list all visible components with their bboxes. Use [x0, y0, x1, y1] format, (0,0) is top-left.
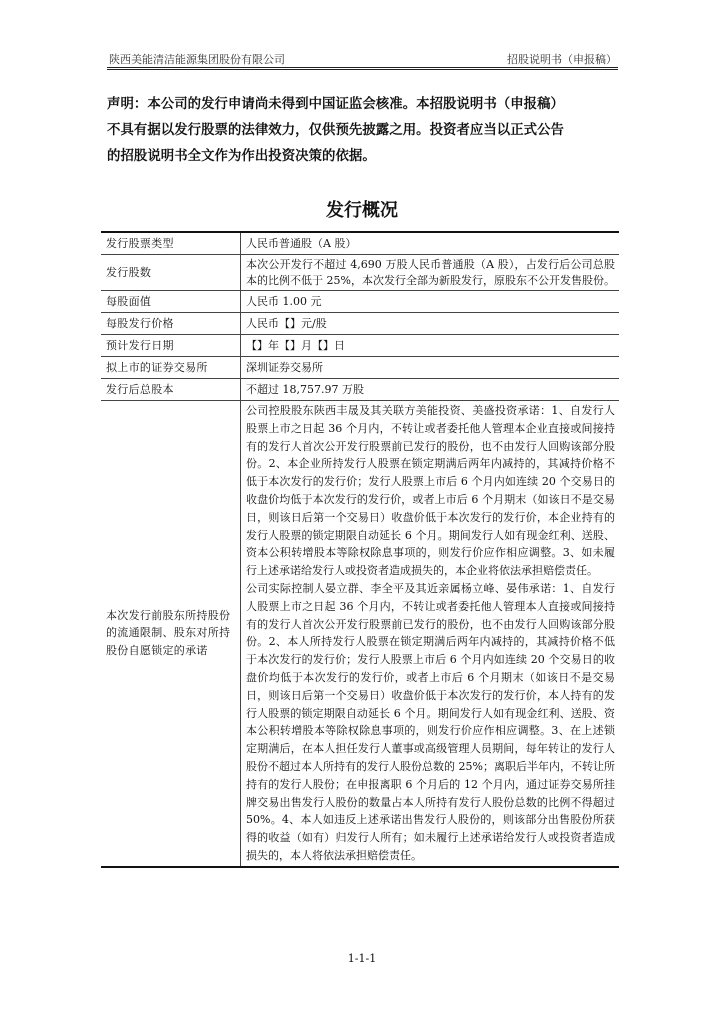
row-value: 深圳证券交易所: [241, 357, 620, 379]
table-row: [101, 255, 619, 291]
row-label: 拟上市的证券交易所: [101, 357, 241, 379]
row-label: 本次发行前股东所持股份的流通限制、股东对所持股份自愿锁定的承诺: [101, 401, 241, 867]
page-number: 1-1-1: [347, 952, 377, 965]
section-title: 发行概况: [326, 200, 398, 221]
actual-controller-commitment: 公司实际控制人晏立群、李全平及其近亲属杨立峰、晏伟承诺：1、自发行人股票上市之日起 36 个月内，不转让或者委托他人管理本人直接或间接持有的发行人首次公开发行股票前已发行的股份，也不由发行人回购该部分股份。2、本人所持发行人股票在锁定期满后两年内减持的，其减持价格不低于本次发行的发行价；发行人股票上市后 6 个月内如连续 20 个交易日的收盘价均低于本次发行的发行价，或者上市后 6 个月期末（如该日不是交易日，则该日后第一个交易日）收盘价低于本次发行的发行价，本人持有的发行人股票的锁定期限自动延长 6 个月。期间发行人如有现金红利、送股、资本公积转增股本等除权除息事项的，则发行价应作相应调整。3、在上述锁定期满后，在本人担任发行人董事或高级管理人员期间，每年转让的发行人股份不超过本人所持有的发行人股份总数的 25%；离职后半年内，不转让所持有的发行人股份；在申报离职 6 个月后的 12 个月内，通过证券交易所挂牌交易出售发行人股份的数量占本人所持有发行人股份总数的比例不得超过 50%。4、本人如违反上述承诺出售发行人股份的，则该部分出售股份所获得的收益（如有）归发行人所有；如未履行上述承诺给发行人或投资者造成损失的，本人将依法承担赔偿责任。: [246, 581, 615, 862]
declaration-line: 声明：本公司的发行申请尚未得到中国证监会核准。本招股说明书（申报稿）: [107, 97, 564, 112]
declaration-line: 的招股说明书全文作为作出投资决策的依据。: [107, 149, 376, 164]
table-row: [101, 313, 619, 335]
row-value: 人民币【】元/股: [241, 313, 620, 335]
header-document-type: 招股说明书（申报稿）: [507, 53, 617, 66]
declaration-line: 不具有据以发行股票的法律效力，仅供预先披露之用。投资者应当以正式公告: [107, 123, 564, 138]
row-label: 每股面值: [101, 291, 241, 313]
offering-overview-table: [101, 231, 619, 868]
row-value: 不超过 18,757.97 万股: [241, 379, 620, 401]
header-divider: [107, 67, 618, 70]
declaration: [107, 92, 619, 170]
row-label: 预计发行日期: [101, 335, 241, 357]
row-label: 发行股票类型: [101, 232, 241, 255]
table-row: [101, 379, 619, 401]
row-value: [241, 401, 620, 867]
row-label: 发行股数: [101, 255, 241, 291]
row-value: 本次公开发行不超过 4,690 万股人民币普通股（A 股），占发行后公司总股本的比例不低于 25%，本次发行全部为新股发行，原股东不公开发售股份。: [241, 255, 620, 291]
table-row: [101, 335, 619, 357]
header-company-name: 陕西美能清洁能源集团股份有限公司: [109, 53, 285, 66]
table-row: [101, 232, 619, 255]
row-value: 【】年【】月【】日: [241, 335, 620, 357]
row-value: 人民币普通股（A 股）: [241, 232, 620, 255]
table-row: [101, 291, 619, 313]
row-label: 每股发行价格: [101, 313, 241, 335]
table-row: [101, 401, 619, 867]
table-row: [101, 357, 619, 379]
row-value: 人民币 1.00 元: [241, 291, 620, 313]
controlling-shareholder-commitment: 公司控股股东陕西丰晟及其关联方美能投资、美盛投资承诺：1、自发行人股票上市之日起 36 个月内，不转让或者委托他人管理本企业直接或间接持有的发行人首次公开发行股票前已发行的股份，也不由发行人回购该部分股份。2、本企业所持发行人股票在锁定期满后两年内减持的，其减持价格不低于本次发行的发行价；发行人股票上市后 6 个月内如连续 20 个交易日的收盘价均低于本次发行的发行价，或者上市后 6 个月期末（如该日不是交易日，则该日后第一个交易日）收盘价低于本次发行的发行价，本企业持有的发行人股票的锁定期限自动延长 6 个月。期间发行人如有现金红利、送股、资本公积转增股本等除权除息事项的，则发行价应作相应调整。3、如未履行上述承诺给发行人或投资者造成损失的，本企业将依法承担赔偿责任。: [246, 404, 615, 578]
row-label: 发行后总股本: [101, 379, 241, 401]
